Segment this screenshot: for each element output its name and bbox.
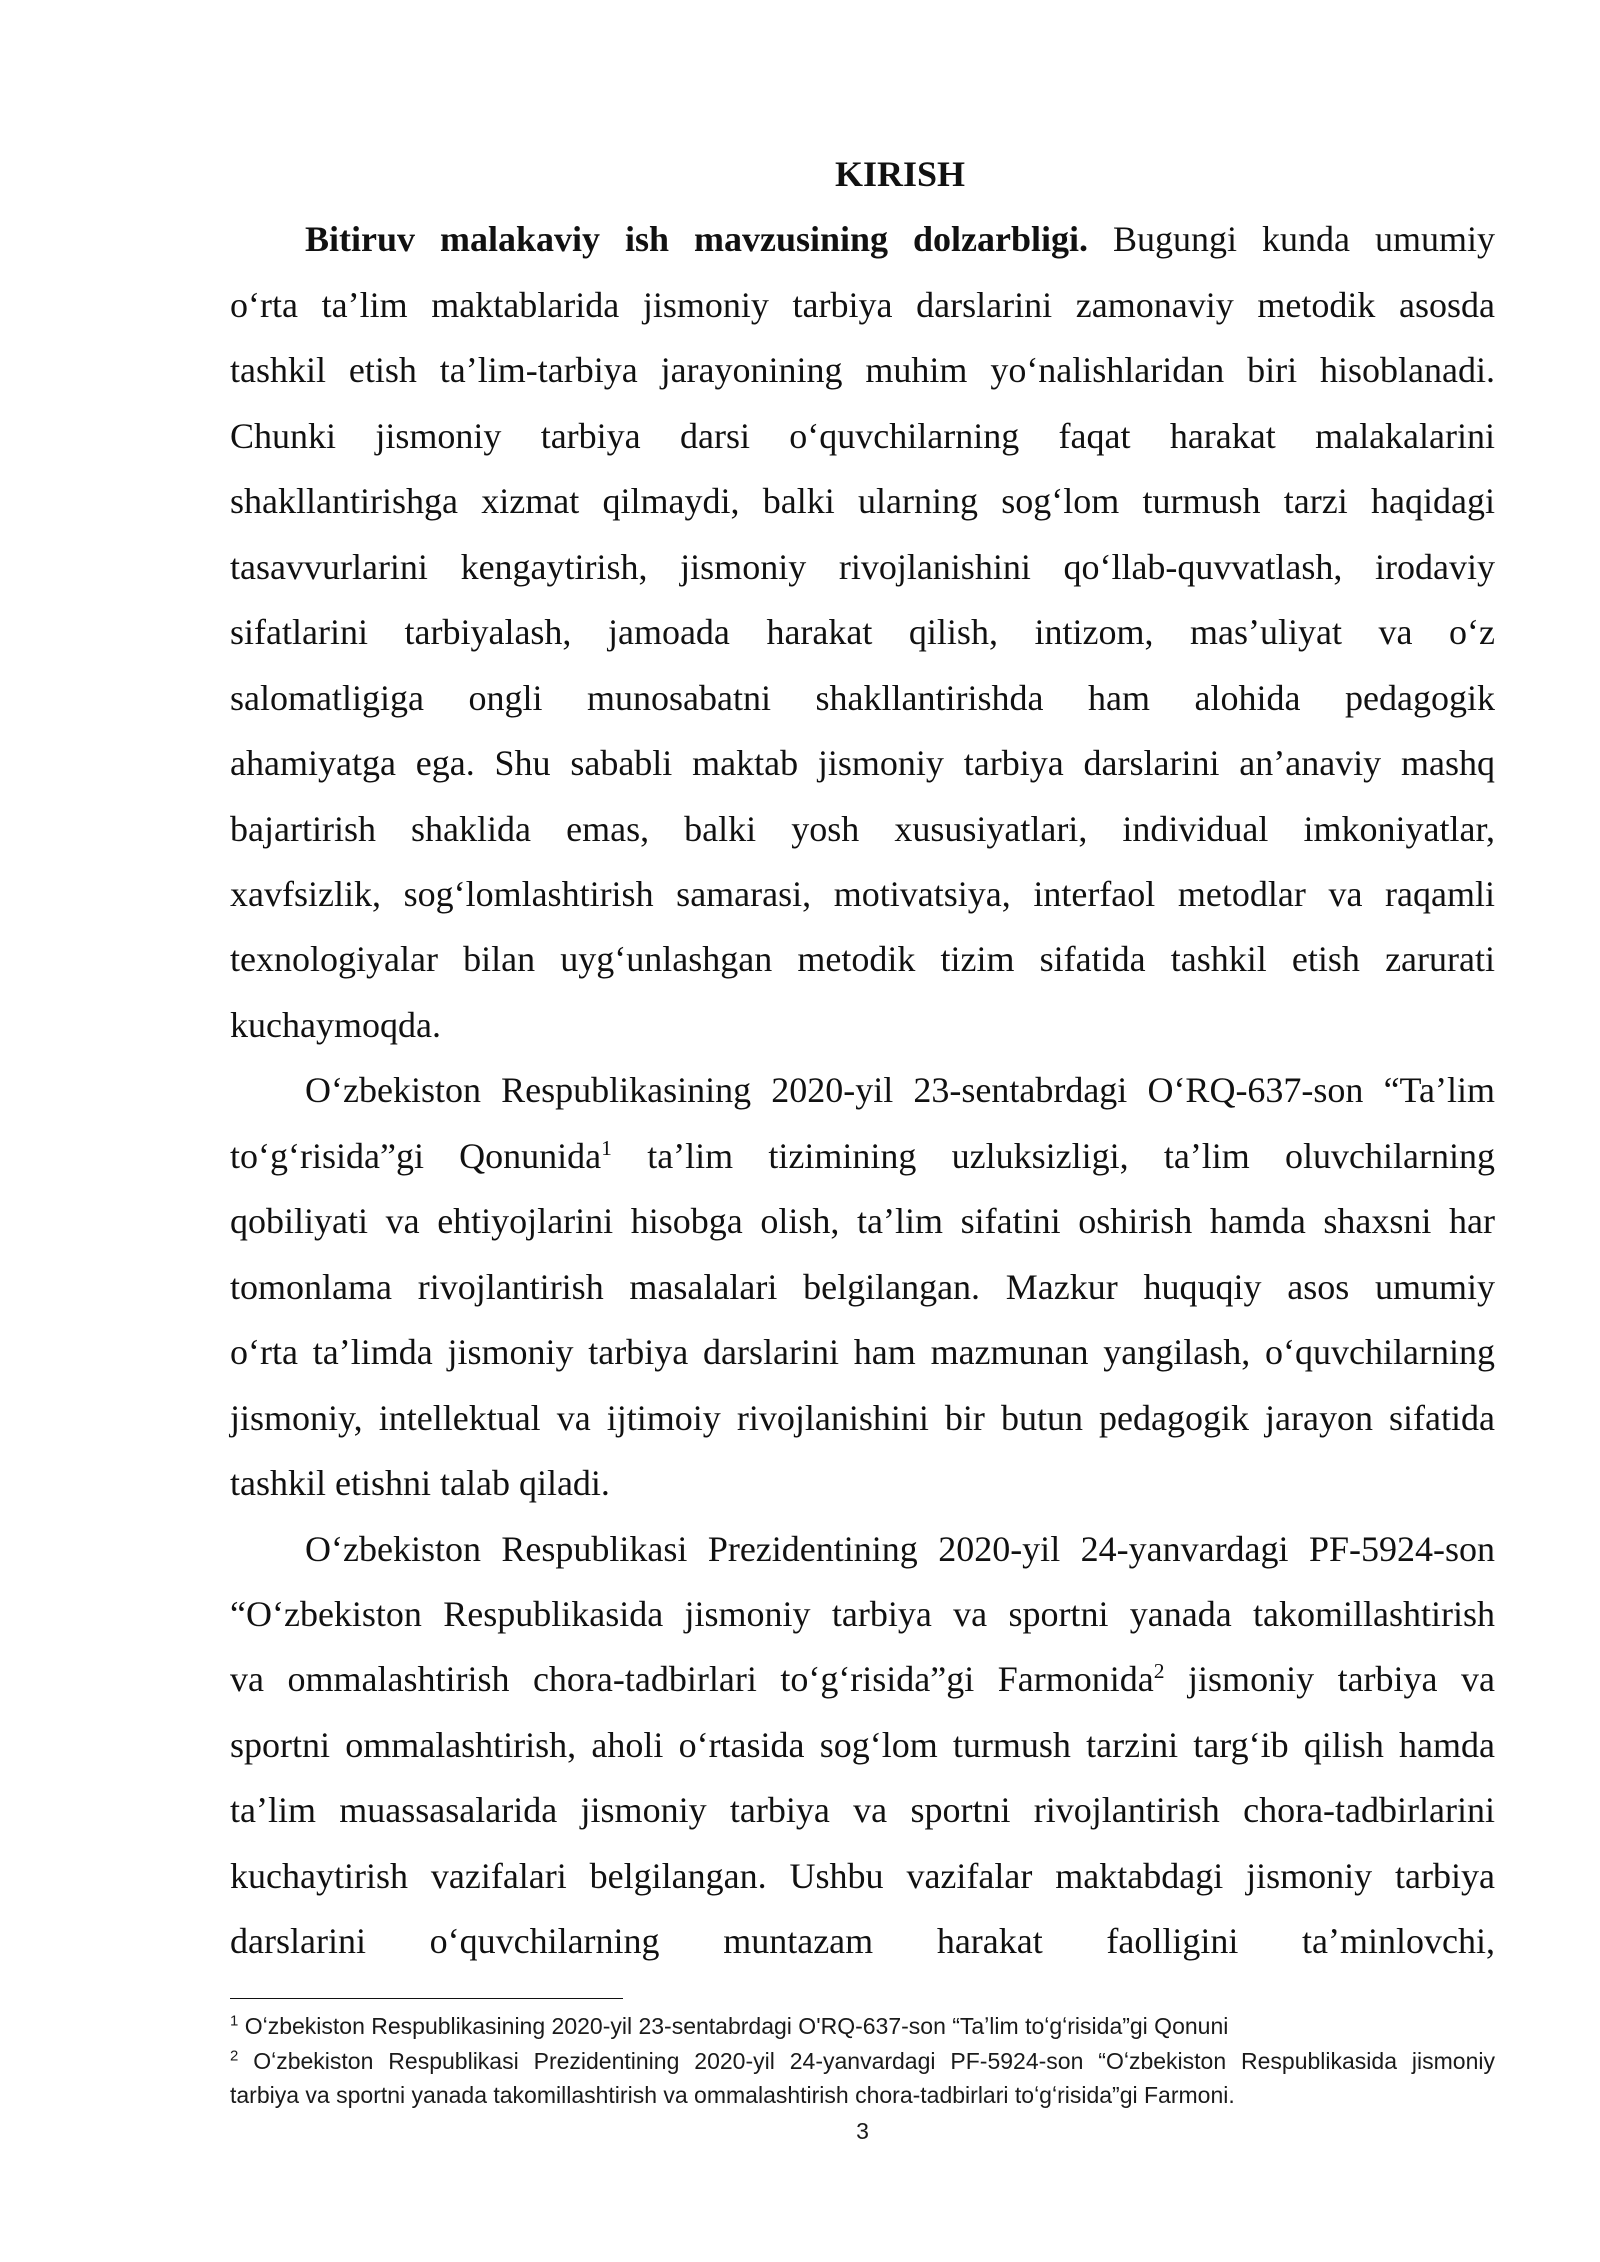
footnote-continuation: tarbiya va sportni yanada takomillashtirish va ommalashtirish chora-tadbirlari toʻgʻrisida”gi Farmoni. [230, 2082, 1235, 2108]
text-line: bajartirish shaklida emas, balki yosh xususiyatlari, individual imkoniyatlar, [230, 808, 1495, 849]
footnote-separator [230, 1998, 623, 1999]
text-line: xavfsizlik, sogʻlomlashtirish samarasi, motivatsiya, interfaol metodlar va raqamli [230, 873, 1495, 914]
footnotes [230, 2009, 1495, 2113]
text-run: jismoniy tarbiya va [1164, 1659, 1495, 1700]
paragraph [230, 1058, 1495, 1516]
text-line: Chunki jismoniy tarbiya darsi oʻquvchilarning faqat harakat malakalarini [230, 415, 1495, 456]
footnote [230, 2044, 1495, 2079]
footnote-text: Oʻzbekiston Respublikasi Prezidentining 2020-yil 24-yanvardagi PF-5924-son “Oʻzbekiston Respublikasida jismoniy [238, 2047, 1495, 2074]
footnote-mark: 1 [230, 2012, 239, 2030]
text-line: qobiliyati va ehtiyojlarini hisobga olish, taʼlim sifatini oshirish hamda shaxsni har [230, 1201, 1495, 1242]
paragraph [230, 1517, 1495, 1975]
section-title: KIRISH [834, 154, 966, 194]
text-line: jismoniy, intellektual va ijtimoiy rivojlanishini bir butun pedagogik jarayon sifatida [230, 1397, 1495, 1438]
text-line: taʼlim muassasalarida jismoniy tarbiya va sportni rivojlantirish chora-tadbirlarini [230, 1790, 1495, 1831]
text-line: sifatlarini tarbiyalash, jamoada harakat qilish, intizom, masʼuliyat va oʻz [230, 612, 1495, 653]
page-content [230, 142, 1495, 1975]
bold-lead-in: Bitiruv malakaviy ish mavzusining dolzarbligi. [305, 219, 1089, 260]
text-line: oʻrta taʼlim maktablarida jismoniy tarbiya darslarini zamonaviy metodik asosda [230, 284, 1495, 325]
footnote [230, 2009, 1495, 2044]
text-line: Oʻzbekiston Respublikasining 2020-yil 23-sentabrdagi OʻRQ-637-son “Taʼlim [305, 1070, 1495, 1111]
text-line: tomonlama rivojlantirish masalalari belgilangan. Mazkur huquqiy asos umumiy [230, 1266, 1495, 1307]
text-line: shakllantirishga xizmat qilmaydi, balki ularning sogʻlom turmush tarzi haqidagi [230, 481, 1495, 522]
text-line: oʻrta taʼlimda jismoniy tarbiya darslarini ham mazmunan yangilash, oʻquvchilarning [230, 1332, 1495, 1373]
footnote-mark: 2 [230, 2046, 239, 2064]
text-run: va ommalashtirish chora-tadbirlari toʻgʻrisida”gi Farmonida [230, 1659, 1154, 1700]
text-run: taʼlim tizimining uzluksizligi, taʼlim oluvchilarning [611, 1135, 1495, 1176]
text-line: tashkil etish taʼlim-tarbiya jarayonining muhim yoʻnalishlaridan biri hisoblanadi. [230, 350, 1495, 391]
page-number: 3 [856, 2118, 869, 2144]
text-line: salomatligiga ongli munosabatni shakllantirishda ham alohida pedagogik [230, 677, 1495, 718]
paragraph [230, 207, 1495, 1058]
text-line: texnologiyalar bilan uygʻunlashgan metodik tizim sifatida tashkil etish zarurati [230, 939, 1495, 980]
text-line: “Oʻzbekiston Respublikasida jismoniy tarbiya va sportni yanada takomillashtirish [230, 1593, 1495, 1634]
text-line [230, 1647, 1495, 1712]
text-line [230, 1124, 1495, 1189]
text-line: tashkil etishni talab qiladi. [230, 1463, 610, 1504]
footnote-text: Oʻzbekiston Respublikasining 2020-yil 23-sentabrdagi O'RQ-637-son “Taʼlim toʻgʻrisida”gi Qonuni [238, 2013, 1229, 2039]
text-line: kuchaytirish vazifalari belgilangan. Ushbu vazifalar maktabdagi jismoniy tarbiya [230, 1855, 1495, 1896]
footnote-reference: 2 [1153, 1659, 1165, 1684]
text-line: sportni ommalashtirish, aholi oʻrtasida sogʻlom turmush tarzini targʻib qilish hamda [230, 1724, 1495, 1765]
text-line: darslarini oʻquvchilarning muntazam harakat faolligini taʼminlovchi, [230, 1921, 1495, 1962]
text-line [230, 207, 1495, 272]
text-line: Oʻzbekiston Respublikasi Prezidentining 2020-yil 24-yanvardagi PF-5924-son [305, 1528, 1495, 1569]
text-line: ahamiyatga ega. Shu sababli maktab jismoniy tarbiya darslarini anʼanaviy mashq [230, 743, 1495, 784]
text-line: kuchaymoqda. [230, 1004, 441, 1045]
text-run: toʻgʻrisida”gi Qonunida [230, 1135, 602, 1176]
text-run: Bugungi kunda umumiy [1088, 219, 1495, 260]
text-line: tasavvurlarini kengaytirish, jismoniy rivojlanishini qoʻllab-quvvatlash, irodaviy [230, 546, 1495, 587]
footnote-reference: 1 [601, 1135, 612, 1160]
